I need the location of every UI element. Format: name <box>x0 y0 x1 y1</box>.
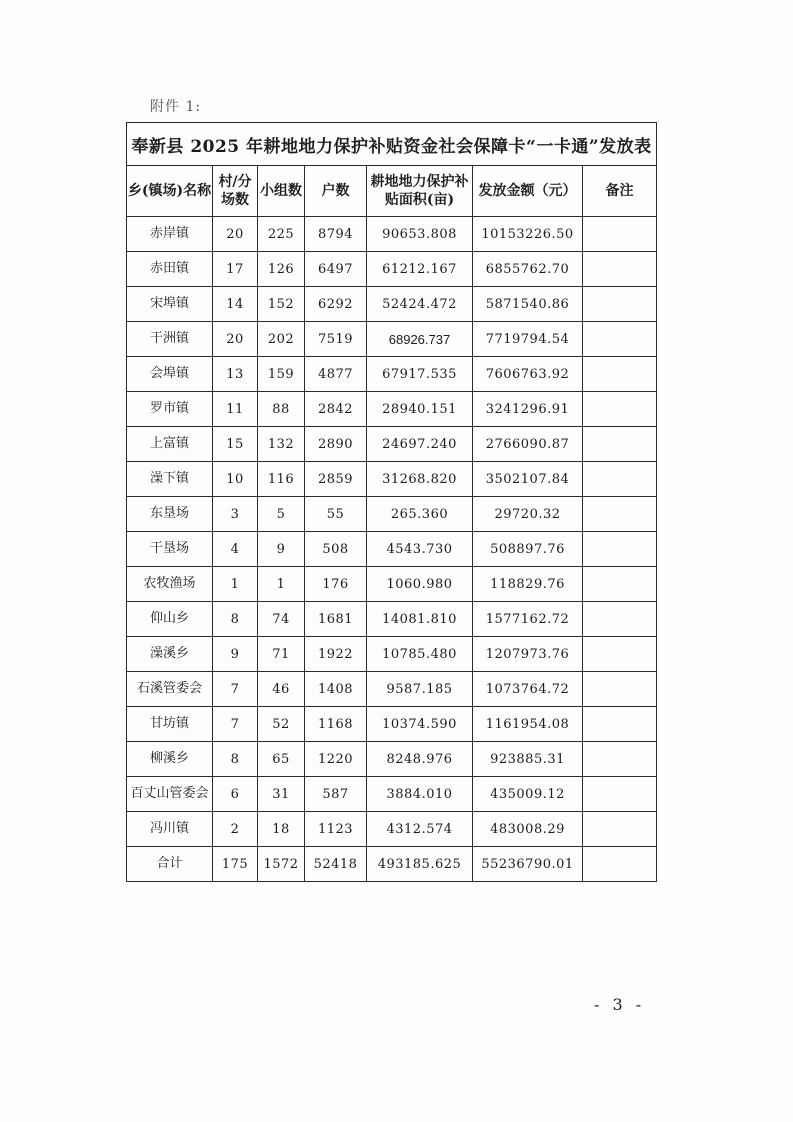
remarks-cell <box>583 287 657 322</box>
table-row <box>127 742 657 777</box>
remarks-cell <box>583 812 657 847</box>
household-count-cell: 2890 <box>305 427 367 462</box>
household-count-cell: 1168 <box>305 707 367 742</box>
township-name-cell: 宋埠镇 <box>127 287 213 322</box>
payment-amount-cell: 508897.76 <box>473 532 583 567</box>
table-row <box>127 707 657 742</box>
remarks-cell <box>583 462 657 497</box>
remarks-cell <box>583 672 657 707</box>
subsidy-area-cell: 4312.574 <box>367 812 473 847</box>
remarks-cell <box>583 357 657 392</box>
remarks-cell <box>583 532 657 567</box>
group-count-cell: 65 <box>258 742 305 777</box>
subsidy-area-cell: 68926.737 <box>367 322 473 357</box>
subsidy-area-cell: 1060.980 <box>367 567 473 602</box>
table-row <box>127 392 657 427</box>
remarks-cell <box>583 252 657 287</box>
table-title-row <box>127 123 657 166</box>
payment-amount-cell: 923885.31 <box>473 742 583 777</box>
township-name-cell: 赤岸镇 <box>127 217 213 252</box>
group-count-cell: 159 <box>258 357 305 392</box>
subsidy-area-cell: 31268.820 <box>367 462 473 497</box>
payment-amount-cell: 6855762.70 <box>473 252 583 287</box>
remarks-cell <box>583 707 657 742</box>
payment-amount-cell: 1073764.72 <box>473 672 583 707</box>
table-title: 奉新县 2025 年耕地地力保护补贴资金社会保障卡“一卡通”发放表 <box>127 123 657 166</box>
village-count-cell: 4 <box>213 532 258 567</box>
table-row <box>127 532 657 567</box>
household-count-cell: 1220 <box>305 742 367 777</box>
village-count-cell: 8 <box>213 742 258 777</box>
household-count-cell: 587 <box>305 777 367 812</box>
payment-amount-cell: 483008.29 <box>473 812 583 847</box>
subsidy-area-cell: 493185.625 <box>367 847 473 882</box>
village-count-cell: 3 <box>213 497 258 532</box>
remarks-cell <box>583 847 657 882</box>
subsidy-area-cell: 4543.730 <box>367 532 473 567</box>
group-count-cell: 202 <box>258 322 305 357</box>
group-count-cell: 88 <box>258 392 305 427</box>
household-count-cell: 6292 <box>305 287 367 322</box>
township-name-cell: 百丈山管委会 <box>127 777 213 812</box>
payment-amount-cell: 7719794.54 <box>473 322 583 357</box>
payment-amount-cell: 5871540.86 <box>473 287 583 322</box>
subsidy-area-cell: 265.360 <box>367 497 473 532</box>
group-count-cell: 1 <box>258 567 305 602</box>
township-name-cell: 干垦场 <box>127 532 213 567</box>
remarks-cell <box>583 427 657 462</box>
township-name-cell: 上富镇 <box>127 427 213 462</box>
village-count-cell: 7 <box>213 707 258 742</box>
subsidy-area-cell: 14081.810 <box>367 602 473 637</box>
village-count-cell: 7 <box>213 672 258 707</box>
subsidy-area-cell: 67917.535 <box>367 357 473 392</box>
header-subsidy-area: 耕地地力保护补贴面积(亩) <box>367 166 473 217</box>
table-row <box>127 497 657 532</box>
header-payment-amount: 发放金额（元） <box>473 166 583 217</box>
township-name-cell: 澡下镇 <box>127 462 213 497</box>
household-count-cell: 7519 <box>305 322 367 357</box>
subsidy-area-cell: 28940.151 <box>367 392 473 427</box>
remarks-cell <box>583 322 657 357</box>
township-name-cell: 合计 <box>127 847 213 882</box>
township-name-cell: 甘坊镇 <box>127 707 213 742</box>
village-count-cell: 11 <box>213 392 258 427</box>
group-count-cell: 152 <box>258 287 305 322</box>
township-name-cell: 会埠镇 <box>127 357 213 392</box>
township-name-cell: 赤田镇 <box>127 252 213 287</box>
table-row <box>127 322 657 357</box>
table-row <box>127 427 657 462</box>
village-count-cell: 10 <box>213 462 258 497</box>
subsidy-area-cell: 8248.976 <box>367 742 473 777</box>
remarks-cell <box>583 567 657 602</box>
subsidy-distribution-table <box>126 122 657 882</box>
remarks-cell <box>583 392 657 427</box>
group-count-cell: 46 <box>258 672 305 707</box>
household-count-cell: 176 <box>305 567 367 602</box>
group-count-cell: 74 <box>258 602 305 637</box>
household-count-cell: 2842 <box>305 392 367 427</box>
table-row <box>127 637 657 672</box>
township-name-cell: 柳溪乡 <box>127 742 213 777</box>
table-row <box>127 672 657 707</box>
payment-amount-cell: 118829.76 <box>473 567 583 602</box>
group-count-cell: 126 <box>258 252 305 287</box>
household-count-cell: 6497 <box>305 252 367 287</box>
township-name-cell: 干洲镇 <box>127 322 213 357</box>
payment-amount-cell: 3502107.84 <box>473 462 583 497</box>
group-count-cell: 31 <box>258 777 305 812</box>
payment-amount-cell: 10153226.50 <box>473 217 583 252</box>
village-count-cell: 20 <box>213 217 258 252</box>
payment-amount-cell: 2766090.87 <box>473 427 583 462</box>
remarks-cell <box>583 742 657 777</box>
page-number: - 3 - <box>594 995 646 1014</box>
table-row <box>127 252 657 287</box>
remarks-cell <box>583 602 657 637</box>
township-name-cell: 农牧渔场 <box>127 567 213 602</box>
header-township-name: 乡(镇场)名称 <box>127 166 213 217</box>
group-count-cell: 225 <box>258 217 305 252</box>
payment-amount-cell: 1207973.76 <box>473 637 583 672</box>
payment-amount-cell: 1161954.08 <box>473 707 583 742</box>
household-count-cell: 1123 <box>305 812 367 847</box>
subsidy-area-cell: 90653.808 <box>367 217 473 252</box>
group-count-cell: 116 <box>258 462 305 497</box>
header-household-count: 户数 <box>305 166 367 217</box>
village-count-cell: 14 <box>213 287 258 322</box>
township-name-cell: 东垦场 <box>127 497 213 532</box>
table-row <box>127 777 657 812</box>
subsidy-area-cell: 24697.240 <box>367 427 473 462</box>
township-name-cell: 石溪管委会 <box>127 672 213 707</box>
village-count-cell: 1 <box>213 567 258 602</box>
subsidy-area-cell: 52424.472 <box>367 287 473 322</box>
remarks-cell <box>583 637 657 672</box>
subsidy-area-cell: 10374.590 <box>367 707 473 742</box>
village-count-cell: 175 <box>213 847 258 882</box>
group-count-cell: 9 <box>258 532 305 567</box>
table-row <box>127 812 657 847</box>
group-count-cell: 132 <box>258 427 305 462</box>
payment-amount-cell: 7606763.92 <box>473 357 583 392</box>
township-name-cell: 罗市镇 <box>127 392 213 427</box>
header-village-count: 村/分场数 <box>213 166 258 217</box>
village-count-cell: 15 <box>213 427 258 462</box>
township-name-cell: 澡溪乡 <box>127 637 213 672</box>
household-count-cell: 1681 <box>305 602 367 637</box>
group-count-cell: 1572 <box>258 847 305 882</box>
household-count-cell: 1408 <box>305 672 367 707</box>
group-count-cell: 5 <box>258 497 305 532</box>
village-count-cell: 8 <box>213 602 258 637</box>
household-count-cell: 55 <box>305 497 367 532</box>
payment-amount-cell: 3241296.91 <box>473 392 583 427</box>
household-count-cell: 8794 <box>305 217 367 252</box>
header-remarks: 备注 <box>583 166 657 217</box>
subsidy-area-cell: 9587.185 <box>367 672 473 707</box>
township-name-cell: 仰山乡 <box>127 602 213 637</box>
table-row <box>127 602 657 637</box>
table-row <box>127 357 657 392</box>
village-count-cell: 9 <box>213 637 258 672</box>
table-row <box>127 462 657 497</box>
household-count-cell: 2859 <box>305 462 367 497</box>
attachment-label: 附件 1: <box>150 99 202 115</box>
group-count-cell: 71 <box>258 637 305 672</box>
remarks-cell <box>583 217 657 252</box>
group-count-cell: 18 <box>258 812 305 847</box>
household-count-cell: 1922 <box>305 637 367 672</box>
village-count-cell: 6 <box>213 777 258 812</box>
group-count-cell: 52 <box>258 707 305 742</box>
table-row <box>127 287 657 322</box>
village-count-cell: 17 <box>213 252 258 287</box>
village-count-cell: 20 <box>213 322 258 357</box>
township-name-cell: 冯川镇 <box>127 812 213 847</box>
household-count-cell: 4877 <box>305 357 367 392</box>
subsidy-area-cell: 10785.480 <box>367 637 473 672</box>
subsidy-area-cell: 3884.010 <box>367 777 473 812</box>
remarks-cell <box>583 497 657 532</box>
header-group-count: 小组数 <box>258 166 305 217</box>
village-count-cell: 13 <box>213 357 258 392</box>
payment-amount-cell: 55236790.01 <box>473 847 583 882</box>
payment-amount-cell: 29720.32 <box>473 497 583 532</box>
household-count-cell: 508 <box>305 532 367 567</box>
table-row <box>127 567 657 602</box>
payment-amount-cell: 435009.12 <box>473 777 583 812</box>
table-row <box>127 217 657 252</box>
village-count-cell: 2 <box>213 812 258 847</box>
payment-amount-cell: 1577162.72 <box>473 602 583 637</box>
table-total-row <box>127 847 657 882</box>
subsidy-area-cell: 61212.167 <box>367 252 473 287</box>
remarks-cell <box>583 777 657 812</box>
table-header-row <box>127 166 657 217</box>
household-count-cell: 52418 <box>305 847 367 882</box>
